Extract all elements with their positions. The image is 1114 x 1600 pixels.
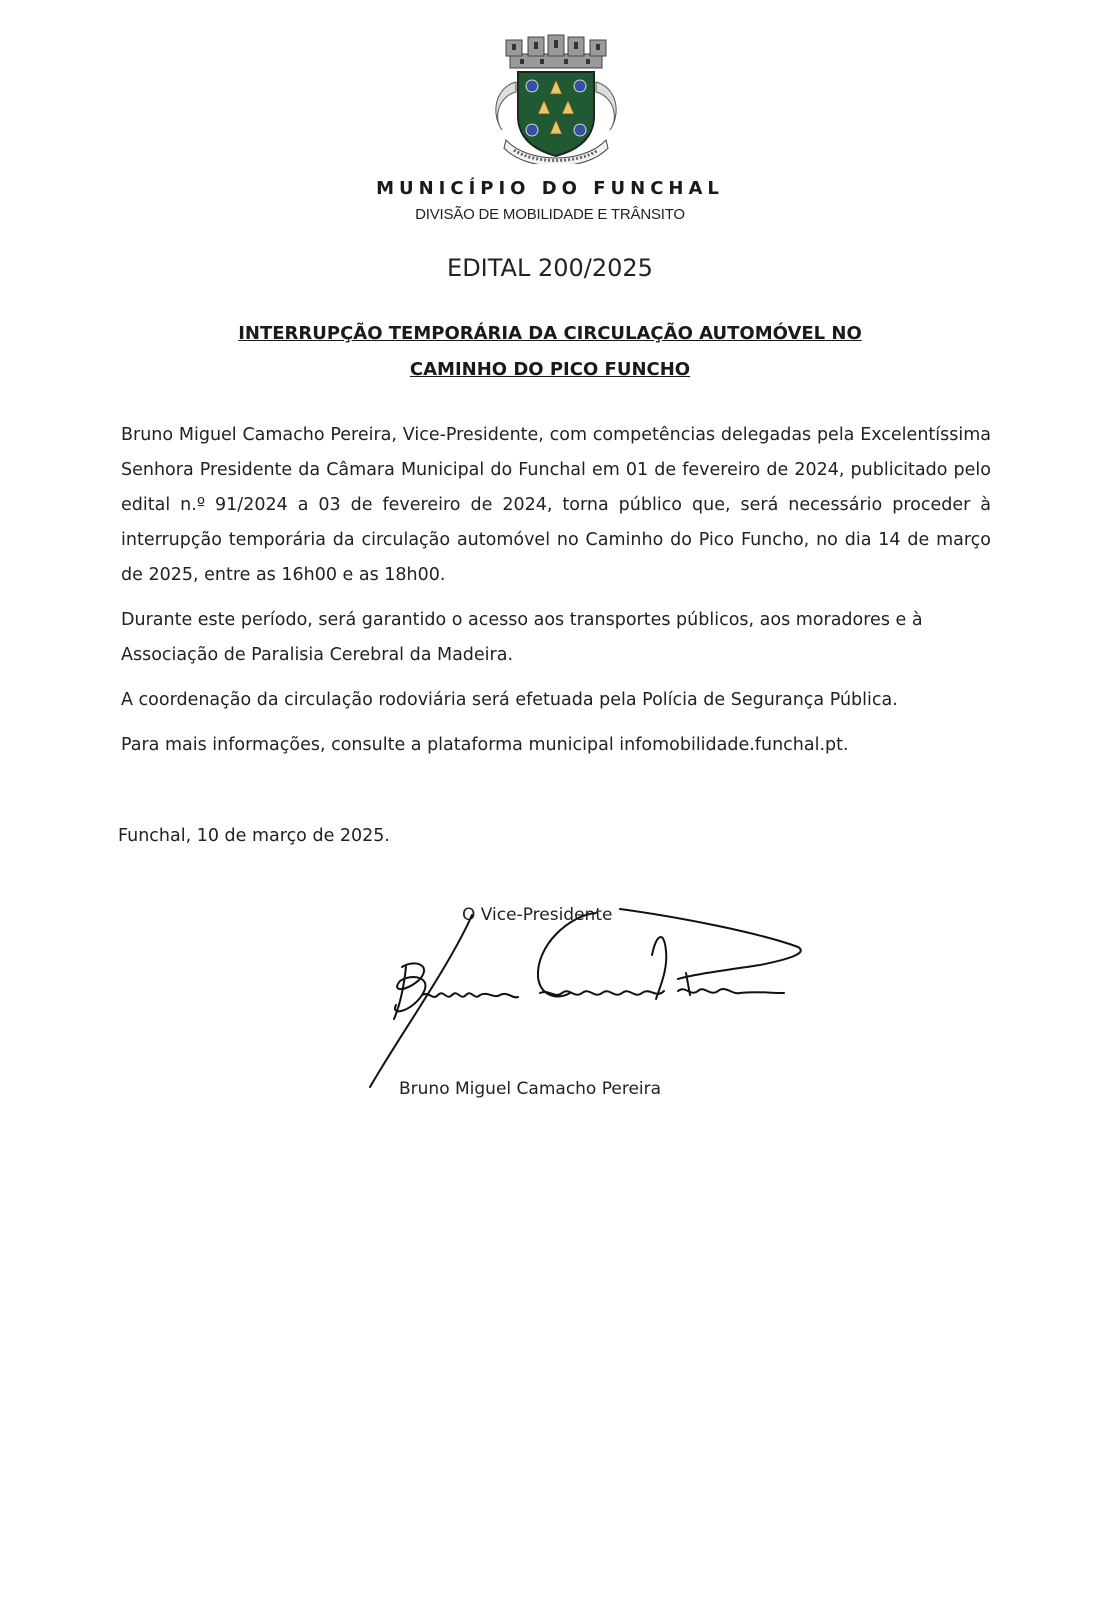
subject-line-2: CAMINHO DO PICO FUNCHO bbox=[409, 359, 691, 380]
signatory-name: Bruno Miguel Camacho Pereira bbox=[399, 1079, 662, 1099]
paragraph-access: Durante este período, será garantido o acesso aos transportes públicos, aos moradores e à Associação de Paralisia Cerebral da Madeira. bbox=[121, 610, 923, 665]
division-name: DIVISÃO DE MOBILIDADE E TRÂNSITO bbox=[415, 206, 685, 223]
edital-number: EDITAL 200/2025 bbox=[447, 254, 653, 282]
place-and-date: Funchal, 10 de março de 2025. bbox=[118, 826, 390, 846]
paragraph-coordination: A coordenação da circulação rodoviária será efetuada pela Polícia de Segurança Pública. bbox=[121, 690, 898, 710]
document-subject bbox=[160, 316, 940, 388]
paragraph-more-info: Para mais informações, consulte a plataforma municipal infomobilidade.funchal.pt. bbox=[121, 735, 849, 755]
handwritten-signature bbox=[360, 895, 810, 1095]
municipality-name: MUNICÍPIO DO FUNCHAL bbox=[376, 178, 724, 199]
subject-line-1: INTERRUPÇÃO TEMPORÁRIA DA CIRCULAÇÃO AUTOMÓVEL NO bbox=[238, 323, 862, 344]
signatory-role: O Vice-Presidente bbox=[462, 905, 613, 925]
funchal-coat-of-arms-icon bbox=[488, 32, 624, 164]
paragraph-announcement: Bruno Miguel Camacho Pereira, Vice-Presidente, com competências delegadas pela Excelentíssima Senhora Presidente da Câmara Municipal do Funchal em 01 de fevereiro de 2024, publicitado pelo edital n.º 91/2024 a 03 de fevereiro de 2024, torna público que, será necessário proceder à interrupção temporária da circulação automóvel no Caminho do Pico Funcho, no dia 14 de março de 2025, entre as 16h00 e as 18h00. bbox=[121, 425, 991, 585]
